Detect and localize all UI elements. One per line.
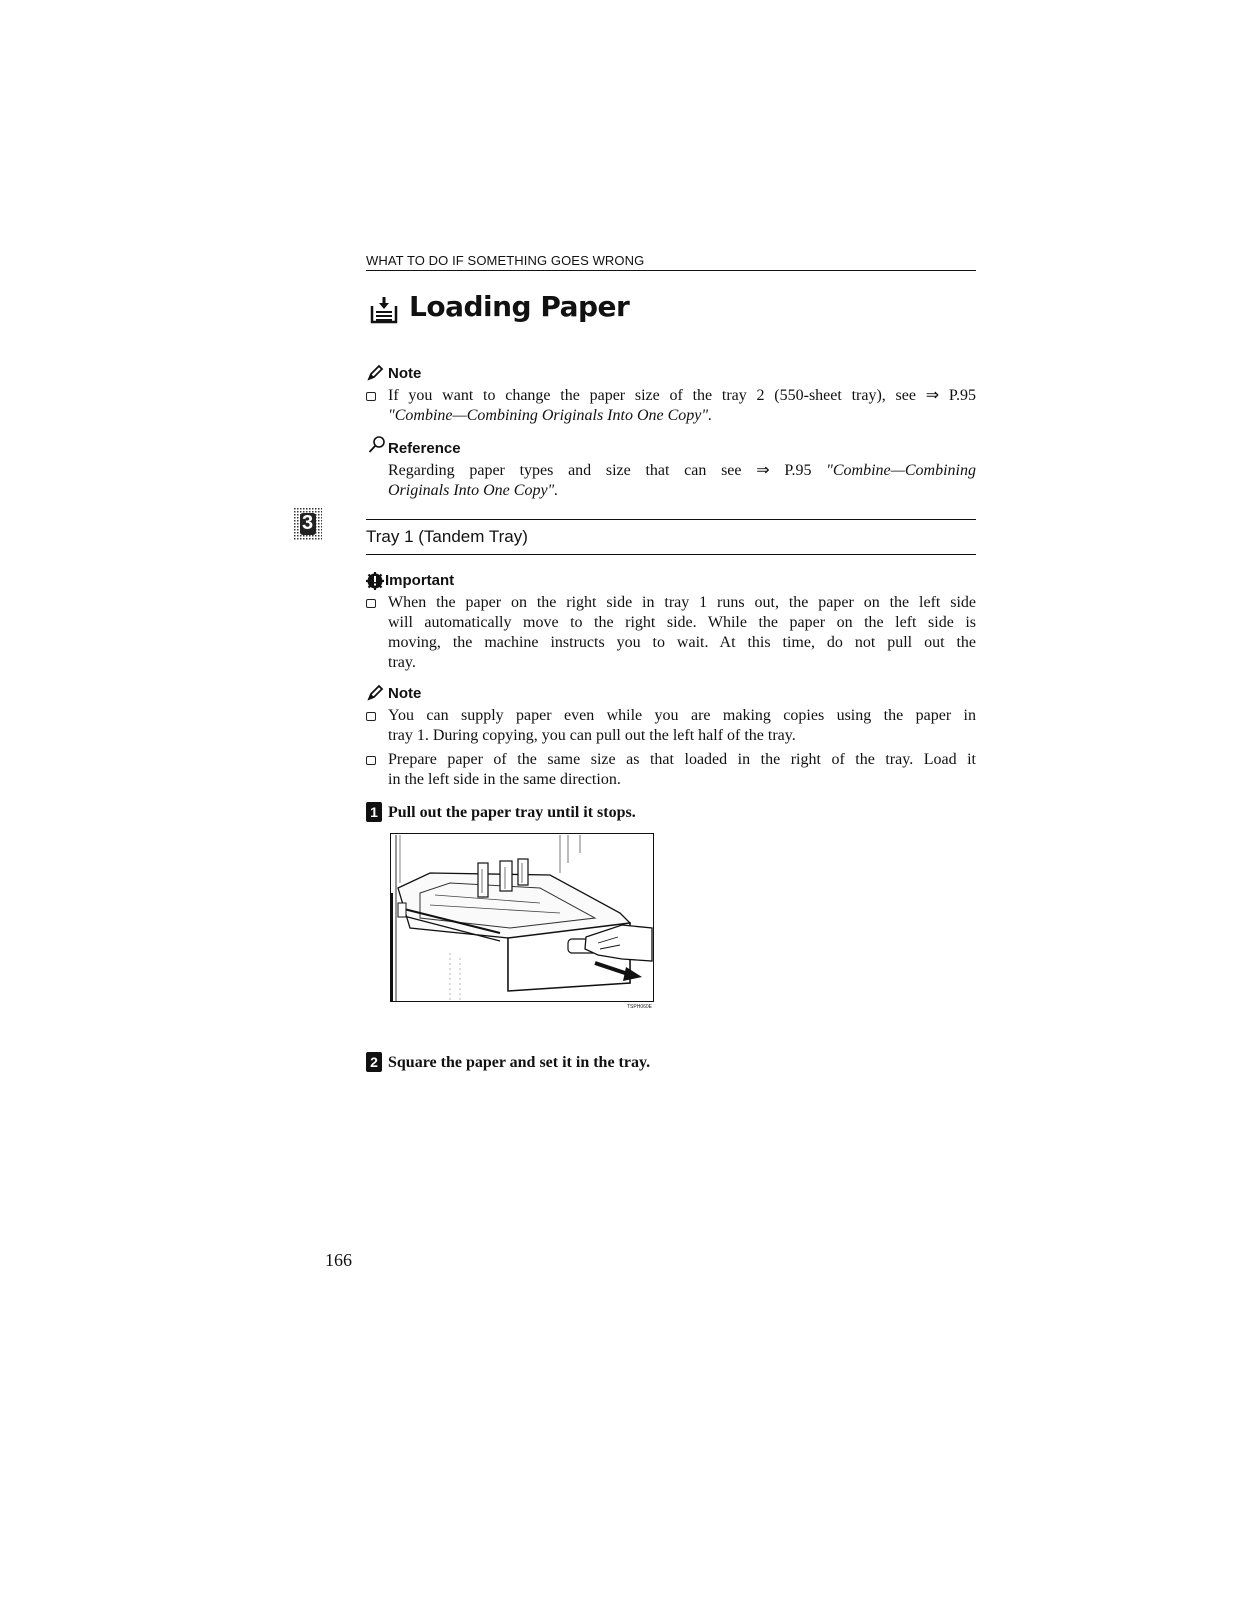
important-line: tray.	[388, 654, 416, 671]
load-paper-icon	[369, 296, 399, 324]
important-line: When the paper on the right side in tray 1 runs out, the paper on the left side	[388, 594, 976, 611]
section-top-rule	[366, 519, 976, 520]
note-item-line: You can supply paper even while you are making copies using the paper in	[388, 707, 976, 724]
page-title: Loading Paper	[409, 290, 630, 323]
note-item-link[interactable]: "Combine—Combining Originals Into One Copy".	[388, 407, 713, 424]
pencil-icon	[366, 684, 384, 702]
figure-code: TSPH060E	[626, 1004, 652, 1010]
reference-text	[388, 461, 976, 501]
important-text	[388, 593, 976, 673]
reference-link-start[interactable]: "Combine—Combining	[826, 462, 976, 479]
important-label: Important	[385, 572, 455, 589]
note-item-line: in the left side in the same direction.	[388, 771, 621, 788]
important-icon	[366, 572, 384, 590]
magnifier-icon	[368, 435, 386, 455]
checkbox-bullet-icon	[366, 392, 376, 401]
checkbox-bullet-icon	[366, 756, 376, 765]
step-number: 2	[366, 1052, 382, 1072]
note-item-line: tray 1. During copying, you can pull out the left half of the tray.	[388, 727, 796, 744]
reference-link-end[interactable]: Originals Into One Copy".	[388, 482, 559, 499]
step-text: Pull out the paper tray until it stops.	[388, 804, 636, 821]
reference-label: Reference	[388, 440, 461, 457]
page-number: 166	[325, 1250, 352, 1270]
header-rule	[366, 270, 976, 271]
note-label: Note	[388, 685, 422, 702]
reference-line	[388, 461, 976, 481]
note-label: Note	[388, 365, 422, 382]
pencil-icon	[366, 364, 384, 382]
checkbox-bullet-icon	[366, 599, 376, 608]
section-bottom-rule	[366, 554, 976, 555]
chapter-tab	[294, 508, 322, 540]
important-line: moving, the machine instructs you to wait. At this time, do not pull out the	[388, 634, 976, 651]
note-item	[388, 386, 976, 426]
checkbox-bullet-icon	[366, 712, 376, 721]
note-item	[388, 750, 976, 790]
running-header: WHAT TO DO IF SOMETHING GOES WRONG	[366, 253, 645, 268]
step-text: Square the paper and set it in the tray.	[388, 1054, 651, 1071]
note-item-line: If you want to change the paper size of the tray 2 (550-sheet tray), see ⇒ P.95	[388, 387, 976, 404]
reference-text-start: Regarding paper types and size that can see ⇒ P.95	[388, 462, 827, 479]
section-title: Tray 1 (Tandem Tray)	[366, 527, 528, 546]
important-line: will automatically move to the right side. While the paper on the left side is	[388, 614, 976, 631]
chapter-tab-number: 3	[302, 512, 314, 534]
note-item-line: Prepare paper of the same size as that loaded in the right of the tray. Load it	[388, 751, 976, 768]
note-item	[388, 706, 976, 746]
step-number: 1	[366, 802, 382, 822]
tray-illustration	[390, 833, 654, 1015]
